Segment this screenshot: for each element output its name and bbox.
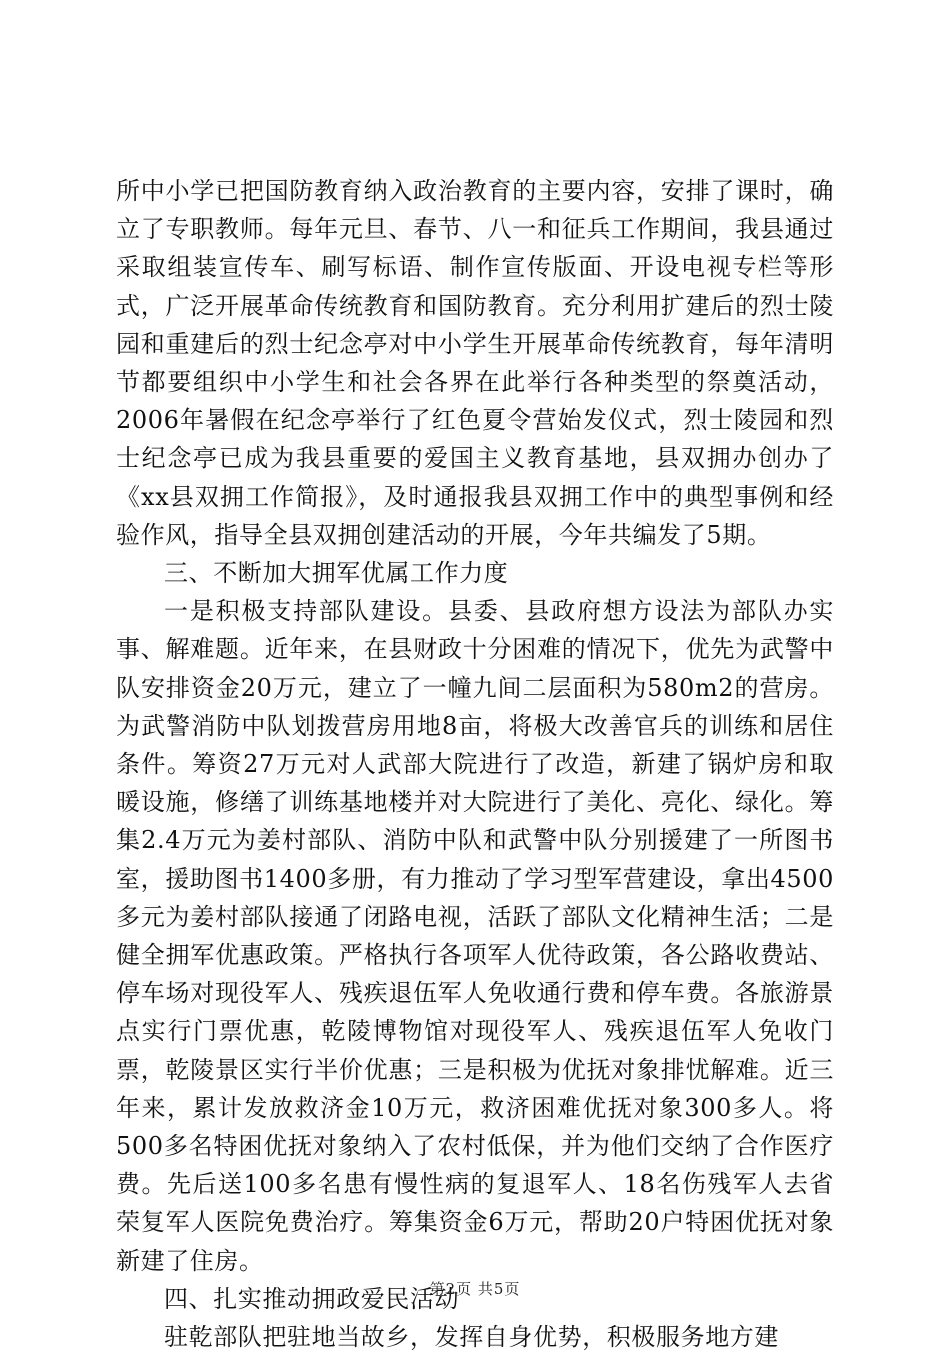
paragraph-1: 所中小学已把国防教育纳入政治教育的主要内容，安排了课时，确立了专职教师。每年元旦、春节、八一和征兵工作期间，我县通过采取组装宣传车、刷写标语、制作宣传版面、开设电视专栏等形式，广泛开展革命传统教育和国防教育。充分利用扩建后的烈士陵园和重建后的烈士纪念亭对中小学生开展革命传统教育，每年清明节都要组织中小学生和社会各界在此举行各种类型的祭奠活动，2006年暑假在纪念亭举行了红色夏令营始发仪式，烈士陵园和烈士纪念亭已成为我县重要的爱国主义教育基地，县双拥办创办了《xx县双拥工作简报》，及时通报我县双拥工作中的典型事例和经验作风，指导全县双拥创建活动的开展，今年共编发了5期。 (116, 177, 834, 549)
paragraph-2: 一是积极支持部队建设。县委、县政府想方设法为部队办实事、解难题。近年来，在县财政十分困难的情况下，优先为武警中队安排资金20万元，建立了一幢九间二层面积为580m2的营房。为武警消防中队划拨营房用地8亩，将极大改善官兵的训练和居住条件。筹资27万元对人武部大院进行了改造，新建了锅炉房和取暖设施，修缮了训练基地楼并对大院进行了美化、亮化、绿化。筹集2.4万元为姜村部队、消防中队和武警中队分别援建了一所图书室，援助图书1400多册，有力推动了学习型军营建设，拿出4500多元为姜村部队接通了闭路电视，活跃了部队文化精神生活；二是健全拥军优惠政策。严格执行各项军人优待政策，各公路收费站、停车场对现役军人、残疾退伍军人免收通行费和停车费。各旅游景点实行门票优惠，乾陵博物馆对现役军人、残疾退伍军人免收门票，乾陵景区实行半价优惠；三是积极为优抚对象排忧解难。近三年来，累计发放救济金10万元，救济困难优抚对象300多人。将500多名特困优抚对象纳入了农村低保，并为他们交纳了合作医疗费。先后送100多名患有慢性病的复退军人、18名伤残军人去省荣复军人医院免费治疗。筹集资金6万元，帮助20户特困优抚对象新建了住房。 (116, 597, 834, 1275)
section-heading-3: 三、不断加大拥军优属工作力度 (164, 559, 509, 588)
paragraph-3: 驻乾部队把驻地当故乡，发挥自身优势，积极服务地方建 (164, 1323, 779, 1352)
page-footer: 第2页 共5页 (429, 1280, 521, 1298)
document-body (116, 172, 834, 1356)
section-heading-4: 四、扎实推动拥政爱民活动 (164, 1284, 460, 1313)
